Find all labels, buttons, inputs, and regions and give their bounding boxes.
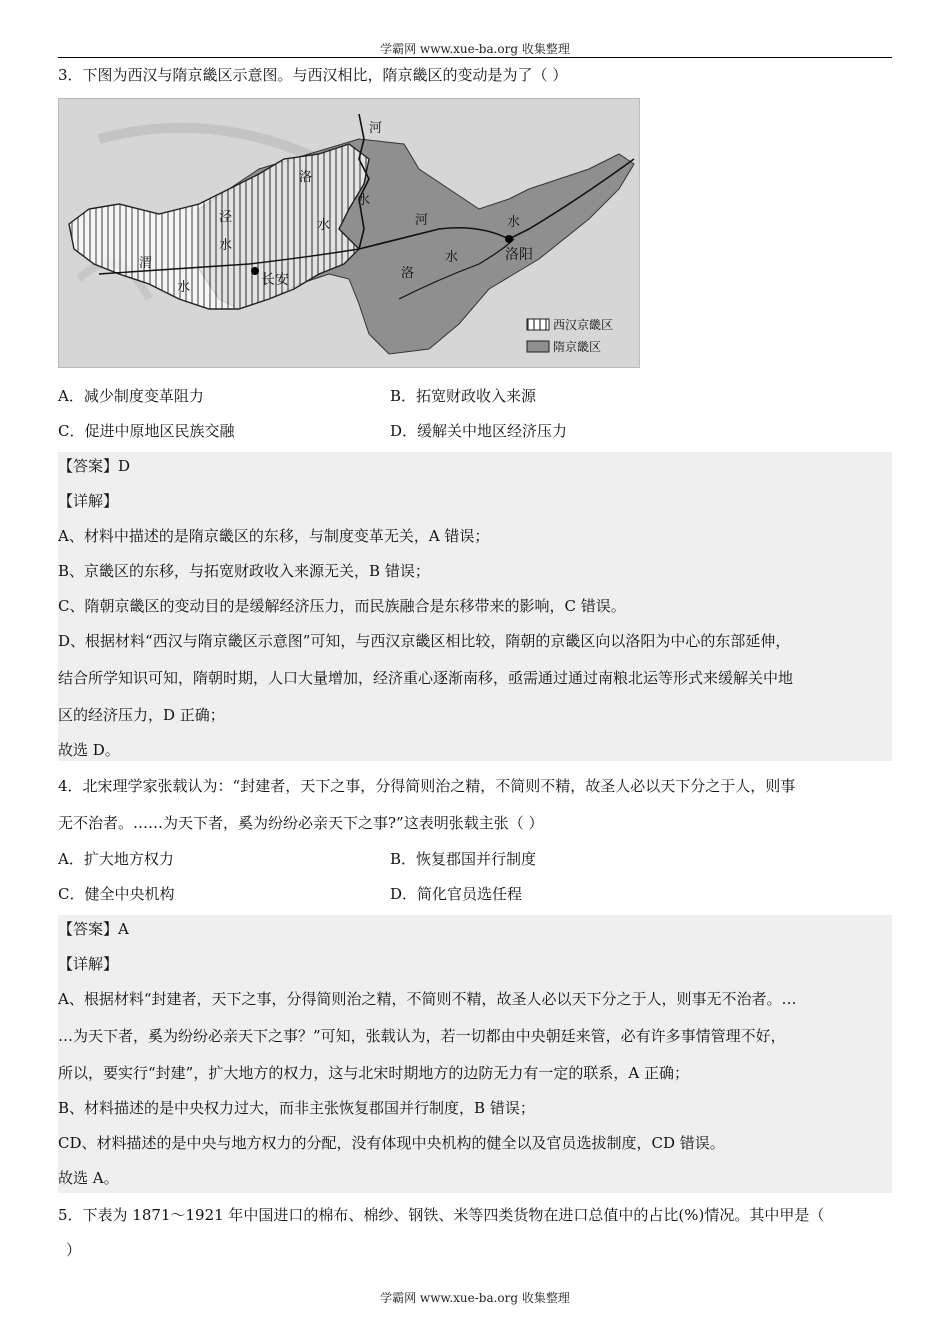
q3-detail-d-3: 区的经济压力，D 正确； bbox=[58, 706, 225, 724]
q3-option-d: D．缓解关中地区经济压力 bbox=[390, 422, 568, 440]
label-shui-1: 水 bbox=[357, 193, 371, 208]
q3-detail-d-1: D、根据材料“西汉与隋京畿区示意图”可知，与西汉京畿区相比较，隋朝的京畿区向以洛阳为中心的东部延伸， bbox=[58, 632, 791, 650]
label-luoyang: 洛阳 bbox=[505, 247, 533, 263]
legend-sui-swatch bbox=[527, 341, 549, 352]
q3-detail-d-2: 结合所学知识可知，隋朝时期，人口大量增加，经济重心逐渐南移，亟需通过通过南粮北运等形式来缓解关中地 bbox=[58, 669, 794, 687]
label-wei: 渭 bbox=[139, 256, 153, 271]
q3-option-a: A．减少制度变革阻力 bbox=[58, 387, 204, 405]
q3-detail-c: C、隋朝京畿区的变动目的是缓解经济压力，而民族融合是东移带来的影响，C 错误。 bbox=[58, 597, 626, 615]
q4-option-a: A．扩大地方权力 bbox=[58, 850, 174, 868]
label-shui-5: 水 bbox=[507, 215, 521, 230]
label-he-east: 河 bbox=[415, 213, 429, 228]
q4-detail-cd: CD、材料描述的是中央与地方权力的分配，没有体现中央机构的健全以及官员选拔制度，CD 错误。 bbox=[58, 1134, 725, 1152]
q4-detail-a-3: 所以，要实行“封建”，扩大地方的权力，这与北宋时期地方的边防无力有一定的联系，A 正确； bbox=[58, 1064, 689, 1082]
q3-conclusion: 故选 D。 bbox=[58, 741, 120, 759]
label-shui-3: 水 bbox=[219, 238, 233, 253]
page-footer: 学霸网 www.xue-ba.org 收集整理 bbox=[380, 1291, 570, 1305]
page-header: 学霸网 www.xue-ba.org 收集整理 bbox=[380, 42, 570, 56]
q5-stem-1: 5．下表为 1871～1921 年中国进口的棉布、棉纱、钢铁、米等四类货物在进口总值中的占比(%)情况。其中甲是（ bbox=[58, 1206, 825, 1224]
q4-option-c: C．健全中央机构 bbox=[58, 885, 175, 903]
q3-detail-a: A、材料中描述的是隋京畿区的东移，与制度变革无关，A 错误； bbox=[58, 527, 490, 545]
legend-sui-label: 隋京畿区 bbox=[553, 340, 602, 354]
changan-dot bbox=[251, 267, 259, 275]
q5-stem-2: ） bbox=[66, 1241, 82, 1259]
label-he-top: 河 bbox=[369, 121, 383, 136]
q4-conclusion: 故选 A。 bbox=[58, 1169, 119, 1187]
q4-answer: 【答案】A bbox=[58, 920, 129, 938]
label-shui-6: 水 bbox=[445, 250, 459, 265]
q4-option-d: D．简化官员选任程 bbox=[390, 885, 523, 903]
q4-detail-a-2: …为天下者，奚为纷纷必亲天下之事？”可知，张载认为，若一切都由中央朝廷来管，必有许多事情管理不好， bbox=[58, 1027, 786, 1045]
q4-detail-b: B、材料描述的是中央权力过大，而非主张恢复郡国并行制度，B 错误； bbox=[58, 1099, 535, 1117]
q4-detail-a-1: A、根据材料“封建者，天下之事，分得简则治之精，不简则不精，故圣人必以天下分之于人，则事无不治者。… bbox=[58, 990, 797, 1008]
q4-stem-1: 4．北宋理学家张载认为：“封建者，天下之事，分得简则治之精，不简则不精，故圣人必以天下分之于人，则事 bbox=[58, 777, 796, 795]
label-shui-2: 水 bbox=[317, 218, 331, 233]
q3-map-image bbox=[58, 98, 640, 368]
q4-option-b: B．恢复郡国并行制度 bbox=[390, 850, 537, 868]
luoyang-dot bbox=[505, 235, 513, 243]
legend-western-han-swatch bbox=[527, 319, 549, 330]
q4-stem-2: 无不治者。……为天下者，奚为纷纷必亲天下之事?”这表明张载主张（ ） bbox=[58, 814, 544, 832]
label-changan: 长安 bbox=[261, 272, 289, 288]
q3-stem: 3．下图为西汉与隋京畿区示意图。与西汉相比，隋京畿区的变动是为了（ ） bbox=[58, 66, 568, 84]
map-svg bbox=[59, 99, 639, 367]
header-rule bbox=[58, 57, 892, 58]
label-jing: 泾 bbox=[219, 210, 233, 225]
label-luo-north: 洛 bbox=[299, 170, 313, 185]
q4-detail-title: 【详解】 bbox=[58, 955, 119, 973]
q3-answer: 【答案】D bbox=[58, 457, 131, 475]
legend-western-han-label: 西汉京畿区 bbox=[553, 318, 614, 332]
label-shui-4: 水 bbox=[177, 280, 191, 295]
q3-detail-b: B、京畿区的东移，与拓宽财政收入来源无关，B 错误； bbox=[58, 562, 430, 580]
q3-detail-title: 【详解】 bbox=[58, 492, 119, 510]
q3-option-b: B．拓宽财政收入来源 bbox=[390, 387, 537, 405]
label-luo-south: 洛 bbox=[401, 266, 415, 281]
q3-option-c: C．促进中原地区民族交融 bbox=[58, 422, 235, 440]
